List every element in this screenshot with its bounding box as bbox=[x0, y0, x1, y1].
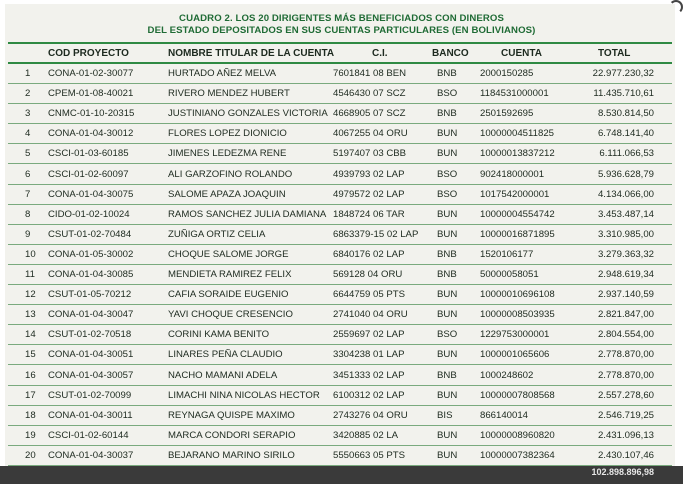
header-top-rule bbox=[8, 42, 672, 44]
banco-cell: BSO bbox=[437, 88, 458, 100]
header-nombre-titular: NOMBRE TITULAR DE LA CUENTA bbox=[168, 48, 335, 59]
ci-cell: 6840176 02 LAP bbox=[333, 248, 405, 260]
cuenta-cell: 10000007382364 bbox=[480, 449, 555, 461]
banco-cell: BUN bbox=[437, 128, 458, 140]
total-cell: 8.530.814,50 bbox=[597, 108, 654, 120]
cuenta-cell: 1184531000001 bbox=[480, 88, 549, 100]
cod-proyecto-cell: CONA-01-04-30051 bbox=[48, 349, 134, 361]
row-number: 17 bbox=[25, 389, 36, 401]
cod-proyecto-cell: CONA-01-04-30057 bbox=[48, 369, 134, 381]
cuenta-cell: 10000010696108 bbox=[480, 289, 555, 301]
banco-cell: BIS bbox=[437, 409, 453, 421]
cuenta-cell: 1229753000001 bbox=[480, 329, 550, 341]
header-ci: C.I. bbox=[372, 48, 388, 59]
row-number: 18 bbox=[25, 409, 36, 421]
ci-cell: 1848724 06 TAR bbox=[333, 208, 405, 220]
row-number: 6 bbox=[25, 168, 31, 180]
nombre-titular-cell: JIMENES LEDEZMA RENE bbox=[168, 148, 287, 160]
banco-cell: BSO bbox=[437, 168, 458, 180]
total-cell: 2.557.278,60 bbox=[597, 389, 654, 401]
nombre-titular-cell: MARCA CONDORI SERAPIO bbox=[168, 429, 296, 441]
ci-cell: 4979572 02 LAP bbox=[333, 188, 405, 200]
cod-proyecto-cell: CSUT-01-02-70484 bbox=[48, 228, 132, 240]
nombre-titular-cell: LIMACHI NINA NICOLAS HECTOR bbox=[168, 389, 320, 401]
row-number: 12 bbox=[25, 289, 36, 301]
banco-cell: BSO bbox=[437, 188, 458, 200]
banco-cell: BSO bbox=[437, 329, 458, 341]
table-row bbox=[0, 446, 683, 466]
banco-cell: BUN bbox=[437, 449, 458, 461]
nombre-titular-cell: ZUÑIGA ORTIZ CELIA bbox=[168, 228, 266, 240]
nombre-titular-cell: BEJARANO MARINO SIRILO bbox=[168, 449, 295, 461]
cuenta-cell: 10000013837212 bbox=[480, 148, 555, 160]
nombre-titular-cell: ALI GARZOFINO ROLANDO bbox=[168, 168, 293, 180]
table-row bbox=[0, 225, 683, 245]
ci-cell: 7601841 08 BEN bbox=[333, 68, 407, 79]
banco-cell: BUN bbox=[437, 389, 458, 401]
cuenta-cell: 10000007808568 bbox=[480, 389, 555, 401]
cod-proyecto-cell: CONA-01-04-30047 bbox=[48, 309, 134, 321]
cod-proyecto-cell: CONA-01-04-30011 bbox=[48, 409, 133, 421]
document-title-line-1: CUADRO 2. LOS 20 DIRIGENTES MÁS BENEFICIADOS CON DINEROS bbox=[179, 13, 504, 24]
cod-proyecto-cell: CONA-01-04-30012 bbox=[48, 128, 134, 140]
nombre-titular-cell: RIVERO MENDEZ HUBERT bbox=[168, 88, 290, 100]
cod-proyecto-cell: CSCI-01-03-60185 bbox=[48, 148, 129, 160]
banco-cell: BNB bbox=[437, 68, 457, 79]
total-cell: 3.453.487,14 bbox=[597, 208, 654, 220]
cod-proyecto-cell: CNMC-01-10-20315 bbox=[48, 108, 135, 120]
cuenta-cell: 1520106177 bbox=[480, 248, 534, 260]
nombre-titular-cell: YAVI CHOQUE CRESENCIO bbox=[168, 309, 293, 321]
banco-cell: BNB bbox=[437, 248, 457, 260]
ci-cell: 569128 04 ORU bbox=[333, 269, 403, 280]
row-number: 10 bbox=[25, 248, 36, 260]
total-cell: 2.948.619,34 bbox=[597, 269, 654, 280]
ci-cell: 2741040 04 ORU bbox=[333, 309, 408, 321]
ci-cell: 3304238 01 LAP bbox=[333, 349, 405, 361]
cuenta-cell: 866140014 bbox=[480, 409, 529, 421]
nombre-titular-cell: CAFIA SORAIDE EUGENIO bbox=[168, 289, 289, 301]
table-row bbox=[0, 426, 683, 446]
row-number: 2 bbox=[25, 88, 31, 100]
total-cell: 6.111.066,53 bbox=[599, 148, 654, 160]
table-row bbox=[0, 265, 683, 285]
total-cell: 4.134.066,00 bbox=[597, 188, 654, 200]
table-row bbox=[0, 104, 683, 124]
cuenta-cell: 2000150285 bbox=[480, 68, 534, 79]
total-cell: 2.778.870,00 bbox=[597, 349, 654, 361]
ci-cell: 4668905 07 SCZ bbox=[333, 108, 406, 120]
ci-cell: 4939793 02 LAP bbox=[333, 168, 405, 180]
banco-cell: BUN bbox=[437, 349, 458, 361]
row-number: 7 bbox=[25, 188, 31, 200]
nombre-titular-cell: CORINI KAMA BENITO bbox=[168, 329, 270, 341]
table-row bbox=[0, 366, 683, 386]
banco-cell: BUN bbox=[437, 228, 458, 240]
total-cell: 22.977.230,32 bbox=[592, 68, 654, 79]
ci-cell: 5550663 05 PTS bbox=[333, 449, 406, 461]
header-total: TOTAL bbox=[598, 48, 631, 59]
ci-cell: 4546430 07 SCZ bbox=[333, 88, 406, 100]
total-cell: 2.804.554,00 bbox=[597, 329, 654, 341]
row-number: 3 bbox=[25, 108, 31, 120]
nombre-titular-cell: RAMOS SANCHEZ JULIA DAMIANA bbox=[168, 208, 327, 220]
table-row bbox=[0, 185, 683, 205]
banco-cell: BNB bbox=[437, 108, 457, 120]
banco-cell: BNB bbox=[437, 269, 457, 280]
cuenta-cell: 1000001065606 bbox=[480, 349, 550, 361]
cod-proyecto-cell: CONA-01-04-30037 bbox=[48, 449, 134, 461]
table-row bbox=[0, 285, 683, 305]
nombre-titular-cell: LINARES PEÑA CLAUDIO bbox=[168, 349, 283, 361]
ci-cell: 6644759 05 PTS bbox=[333, 289, 406, 301]
cod-proyecto-cell: CONA-01-04-30075 bbox=[48, 188, 134, 200]
cod-proyecto-cell: CSUT-01-02-70099 bbox=[48, 389, 132, 401]
total-cell: 2.937.140,59 bbox=[597, 289, 654, 301]
row-number: 5 bbox=[25, 148, 31, 160]
ci-cell: 2559697 02 LAP bbox=[333, 329, 405, 341]
nombre-titular-cell: CHOQUE SALOME JORGE bbox=[168, 248, 289, 260]
loading-arc-icon bbox=[669, 0, 683, 14]
total-cell: 5.936.628,79 bbox=[597, 168, 654, 180]
cuenta-cell: 1000248602 bbox=[480, 369, 534, 381]
row-number: 9 bbox=[25, 228, 31, 240]
ci-cell: 2743276 04 ORU bbox=[333, 409, 408, 421]
ci-cell: 3420885 02 LA bbox=[333, 429, 399, 441]
ci-cell: 3451333 02 LAP bbox=[333, 369, 405, 381]
row-number: 14 bbox=[25, 329, 36, 341]
nombre-titular-cell: REYNAGA QUISPE MAXIMO bbox=[168, 409, 295, 421]
banco-cell: BUN bbox=[437, 309, 458, 321]
nombre-titular-cell: HURTADO AÑEZ MELVA bbox=[168, 68, 277, 79]
banco-cell: BUN bbox=[437, 208, 458, 220]
total-cell: 3.310.985,00 bbox=[597, 228, 654, 240]
cod-proyecto-cell: CONA-01-05-30002 bbox=[48, 248, 134, 260]
row-number: 13 bbox=[25, 309, 36, 321]
ci-cell: 4067255 04 ORU bbox=[333, 128, 408, 140]
row-number: 16 bbox=[25, 369, 36, 381]
table-row bbox=[0, 84, 683, 104]
cuenta-cell: 10000004511825 bbox=[480, 128, 554, 140]
table-row bbox=[0, 325, 683, 345]
table-row bbox=[0, 165, 683, 185]
table-row bbox=[0, 205, 683, 225]
total-cell: 2.431.096,13 bbox=[597, 429, 654, 441]
table-row bbox=[0, 305, 683, 325]
row-number: 11 bbox=[25, 269, 35, 280]
table-row bbox=[0, 245, 683, 265]
ci-cell: 5197407 03 CBB bbox=[333, 148, 407, 160]
header-cod-proyecto: COD PROYECTO bbox=[48, 48, 129, 59]
cuenta-cell: 10000008960820 bbox=[480, 429, 555, 441]
cuenta-cell: 1017542000001 bbox=[480, 188, 550, 200]
row-number: 1 bbox=[25, 68, 31, 79]
cod-proyecto-cell: CSUT-01-05-70212 bbox=[48, 289, 132, 301]
ci-cell: 6100312 02 LAP bbox=[333, 389, 405, 401]
nombre-titular-cell: MENDIETA RAMIREZ FELIX bbox=[168, 269, 292, 280]
total-cell: 2.778.870,00 bbox=[597, 369, 654, 381]
row-number: 4 bbox=[25, 128, 31, 140]
ci-cell: 6863379-15 02 LAP bbox=[333, 228, 419, 240]
table-row bbox=[0, 124, 683, 144]
cuenta-cell: 2501592695 bbox=[480, 108, 534, 120]
table-row bbox=[0, 64, 683, 84]
document-title-line-2: DEL ESTADO DEPOSITADOS EN SUS CUENTAS PARTICULARES (EN BOLIVIANOS) bbox=[147, 25, 536, 36]
banco-cell: BUN bbox=[437, 429, 458, 441]
cod-proyecto-cell: CSUT-01-02-70518 bbox=[48, 329, 132, 341]
cuenta-cell: 10000008503935 bbox=[480, 309, 555, 321]
nombre-titular-cell: FLORES LOPEZ DIONICIO bbox=[168, 128, 287, 140]
cod-proyecto-cell: CONA-01-04-30085 bbox=[48, 269, 134, 280]
table-row bbox=[0, 345, 683, 365]
row-number: 20 bbox=[25, 449, 36, 461]
grand-total: 102.898.896,98 bbox=[591, 467, 654, 477]
total-cell: 2.821.847,00 bbox=[597, 309, 654, 321]
total-cell: 11.435.710,61 bbox=[593, 88, 654, 100]
nombre-titular-cell: JUSTINIANO GONZALES VICTORIA bbox=[168, 108, 328, 120]
total-cell: 3.279.363,32 bbox=[597, 248, 654, 260]
cod-proyecto-cell: CONA-01-02-30077 bbox=[48, 68, 134, 79]
cod-proyecto-cell: CIDO-01-02-10024 bbox=[48, 208, 130, 220]
banco-cell: BNB bbox=[437, 369, 457, 381]
nombre-titular-cell: NACHO MAMANI ADELA bbox=[168, 369, 278, 381]
cod-proyecto-cell: CSCI-01-02-60144 bbox=[48, 429, 129, 441]
banco-cell: BUN bbox=[437, 289, 458, 301]
cod-proyecto-cell: CPEM-01-08-40021 bbox=[48, 88, 134, 100]
cuenta-cell: 10000004554742 bbox=[480, 208, 555, 220]
row-number: 8 bbox=[25, 208, 31, 220]
cuenta-cell: 10000016871895 bbox=[480, 228, 555, 240]
cod-proyecto-cell: CSCI-01-02-60097 bbox=[48, 168, 129, 180]
header-cuenta: CUENTA bbox=[501, 48, 542, 59]
banco-cell: BUN bbox=[437, 148, 458, 160]
total-cell: 2.546.719,25 bbox=[597, 409, 654, 421]
total-cell: 2.430.107,46 bbox=[597, 449, 654, 461]
header-banco: BANCO bbox=[432, 48, 469, 59]
table-row bbox=[0, 144, 683, 164]
cuenta-cell: 50000058051 bbox=[480, 269, 539, 280]
row-number: 15 bbox=[25, 349, 36, 361]
cuenta-cell: 902418000001 bbox=[480, 168, 545, 180]
table-row bbox=[0, 386, 683, 406]
nombre-titular-cell: SALOME APAZA JOAQUIN bbox=[168, 188, 286, 200]
table-row bbox=[0, 406, 683, 426]
total-footer-bar bbox=[0, 466, 683, 484]
total-cell: 6.748.141,40 bbox=[597, 128, 654, 140]
row-number: 19 bbox=[25, 429, 36, 441]
